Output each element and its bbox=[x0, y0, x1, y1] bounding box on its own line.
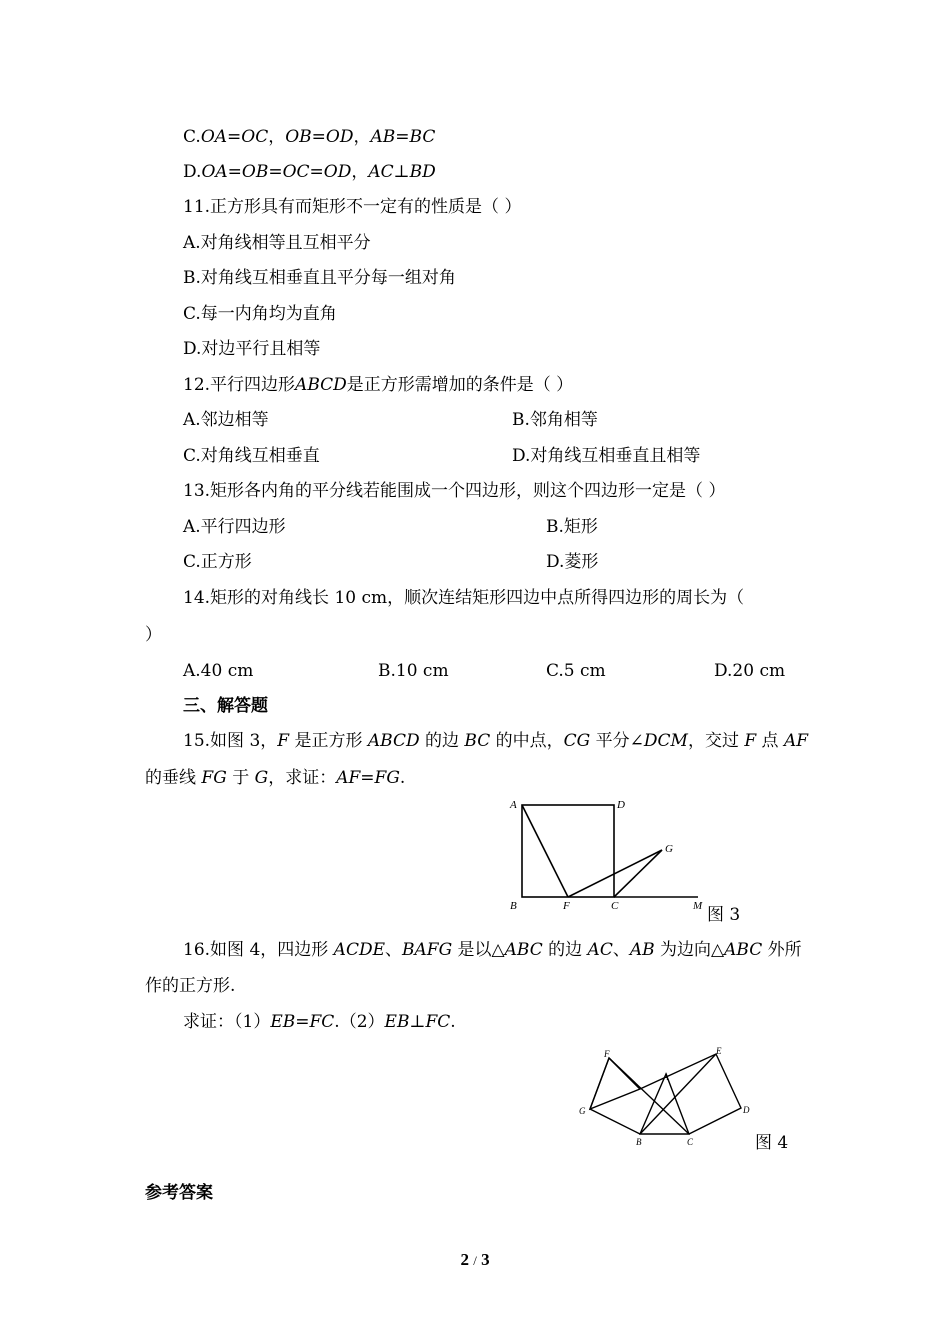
q15-l2-v1: FG bbox=[201, 768, 227, 788]
q15-v7: AF bbox=[783, 731, 809, 751]
q16-t7: 外所 bbox=[762, 940, 802, 960]
figure-4 bbox=[570, 1045, 760, 1150]
q16-p-t2: = bbox=[295, 1012, 310, 1032]
q15-stem-line1 bbox=[183, 731, 808, 751]
q16-v6: ABC bbox=[724, 940, 763, 960]
q10-d-bd: BD bbox=[409, 162, 436, 182]
fig4-label-e: E bbox=[716, 1046, 722, 1056]
q14-option-d: D.20 cm bbox=[714, 661, 786, 681]
fig3-line-af bbox=[522, 805, 568, 897]
fig4-label-d: D bbox=[743, 1105, 750, 1115]
q10-d-eq1: = bbox=[227, 162, 242, 182]
q12-option-b: B.邻角相等 bbox=[512, 410, 598, 430]
q15-v5: DCM bbox=[643, 731, 688, 751]
fig4-label-g: G bbox=[579, 1106, 586, 1116]
q10-d-ac: AC bbox=[368, 162, 394, 182]
q10-c-sep2: ， bbox=[353, 127, 371, 147]
q10-c-eq2: = bbox=[311, 127, 326, 147]
fig4-label-c: C bbox=[687, 1137, 694, 1147]
q16-t4: 的边 bbox=[542, 940, 588, 960]
q16-t3: 是以△ bbox=[452, 940, 505, 960]
q15-v1: F bbox=[277, 731, 290, 751]
fig4-square-bafg-part bbox=[590, 1058, 640, 1109]
q11-option-c: C.每一内角均为直角 bbox=[183, 304, 337, 324]
fig4-label-b: B bbox=[636, 1137, 642, 1147]
q15-t5: 平分∠ bbox=[590, 731, 644, 751]
page-sep: / bbox=[473, 1253, 477, 1268]
q13-option-d: D.菱形 bbox=[546, 552, 599, 572]
q12-option-c: C.对角线互相垂直 bbox=[183, 446, 320, 466]
fig4-label-a: A bbox=[663, 1072, 669, 1082]
fig4-square-acde bbox=[640, 1054, 741, 1134]
q15-l2-v4: FG bbox=[374, 768, 400, 788]
q15-t2: 是正方形 bbox=[289, 731, 368, 751]
q12-stem-pre: 12.平行四边形 bbox=[183, 375, 296, 395]
q15-t7: 点 bbox=[756, 731, 784, 751]
q11-stem: 11.正方形具有而矩形不一定有的性质是（ ） bbox=[183, 197, 522, 217]
q10-d-eq3: = bbox=[309, 162, 324, 182]
q15-l2-t3: ，求证： bbox=[268, 768, 337, 788]
q10-c-eq3: = bbox=[395, 127, 410, 147]
q10-c-oa: OA bbox=[200, 127, 228, 147]
q10-c-prefix: C. bbox=[183, 127, 201, 147]
fig3-label-m: M bbox=[693, 900, 703, 912]
q12-option-d: D.对角线互相垂直且相等 bbox=[512, 446, 701, 466]
q10-c-bc: BC bbox=[409, 127, 436, 147]
q12-stem-post: 是正方形需增加的条件是（ ） bbox=[346, 375, 574, 395]
q10-d-od: OD bbox=[323, 162, 352, 182]
q15-v4: CG bbox=[563, 731, 591, 751]
fig3-label-g: G bbox=[665, 843, 673, 855]
figure-3-caption: 图 3 bbox=[707, 905, 741, 925]
q16-t1: 16.如图 4，四边形 bbox=[183, 940, 334, 960]
q15-l2-v2: G bbox=[254, 768, 269, 788]
q12-option-a: A.邻边相等 bbox=[183, 410, 269, 430]
fig3-line-fg bbox=[568, 850, 662, 897]
q14-stem: 14.矩形的对角线长 10 cm，顺次连结矩形四边中点所得四边形的周长为（ bbox=[183, 588, 745, 608]
q16-stem-line1 bbox=[183, 940, 802, 960]
fig3-label-f: F bbox=[563, 900, 570, 912]
q13-stem: 13.矩形各内角的平分线若能围成一个四边形，则这个四边形一定是（ ） bbox=[183, 481, 726, 501]
fig4-triangle-abc bbox=[640, 1074, 689, 1134]
q16-p-v1: EB bbox=[270, 1012, 296, 1032]
q15-l2-t5: . bbox=[399, 768, 406, 788]
q16-p-t3: .（2） bbox=[334, 1012, 385, 1032]
q10-d-eq2: = bbox=[268, 162, 283, 182]
q16-v4: AC bbox=[587, 940, 613, 960]
q15-l2-t4: = bbox=[360, 768, 375, 788]
page-current: 2 bbox=[460, 1250, 469, 1269]
q16-stem-line2: 作的正方形. bbox=[145, 976, 236, 996]
fig3-label-b: B bbox=[510, 900, 517, 912]
q13-option-b: B.矩形 bbox=[546, 517, 598, 537]
q16-p-t1: 求证：（1） bbox=[183, 1012, 271, 1032]
q15-t4: 的中点， bbox=[490, 731, 564, 751]
q12-stem-var: ABCD bbox=[295, 375, 347, 395]
section-heading: 三、解答题 bbox=[183, 696, 268, 716]
fig3-label-d: D bbox=[617, 799, 625, 811]
q16-v3: ABC bbox=[504, 940, 543, 960]
q10-d-ob: OB bbox=[241, 162, 269, 182]
q15-t3: 的边 bbox=[419, 731, 465, 751]
q10-d-oa: OA bbox=[201, 162, 228, 182]
q14-option-a: A.40 cm bbox=[183, 661, 254, 681]
page-number bbox=[0, 1250, 950, 1270]
fig3-square-abcd bbox=[522, 805, 614, 897]
q11-option-a: A.对角线相等且互相平分 bbox=[183, 233, 371, 253]
q16-p-t5: . bbox=[450, 1012, 456, 1032]
q13-option-c: C.正方形 bbox=[183, 552, 252, 572]
q15-l2-t2: 于 bbox=[226, 768, 255, 788]
q16-p-t4: ⊥ bbox=[409, 1012, 426, 1032]
q11-option-d: D.对边平行且相等 bbox=[183, 339, 321, 359]
q11-option-b: B.对角线互相垂直且平分每一组对角 bbox=[183, 268, 456, 288]
q16-v1: ACDE bbox=[333, 940, 385, 960]
q16-prove bbox=[183, 1012, 456, 1032]
fig4-line-eb bbox=[640, 1054, 716, 1134]
q10-c-ab: AB bbox=[370, 127, 396, 147]
q10-option-c bbox=[183, 127, 435, 147]
answers-heading: 参考答案 bbox=[145, 1183, 213, 1203]
q15-stem-line2 bbox=[145, 768, 405, 788]
q16-p-v2: FC bbox=[309, 1012, 335, 1032]
q15-v3: BC bbox=[464, 731, 491, 751]
q15-t1: 15.如图 3， bbox=[183, 731, 278, 751]
q14-option-b: B.10 cm bbox=[378, 661, 449, 681]
q10-d-perp: ⊥ bbox=[393, 162, 410, 182]
q16-v2: BAFG bbox=[402, 940, 453, 960]
fig3-label-c: C bbox=[611, 900, 619, 912]
figure-3 bbox=[505, 795, 720, 920]
q14-option-c: C.5 cm bbox=[546, 661, 606, 681]
q10-d-prefix: D. bbox=[183, 162, 202, 182]
q10-c-eq1: = bbox=[227, 127, 242, 147]
q10-c-od: OD bbox=[325, 127, 354, 147]
q12-stem bbox=[183, 375, 573, 395]
q15-v6: F bbox=[744, 731, 757, 751]
figure-4-caption: 图 4 bbox=[755, 1133, 789, 1153]
q15-t6: ，交过 bbox=[687, 731, 745, 751]
page-total: 3 bbox=[481, 1250, 490, 1269]
q10-c-ob: OB bbox=[285, 127, 312, 147]
fig4-label-f: F bbox=[604, 1049, 610, 1059]
q10-d-oc: OC bbox=[282, 162, 310, 182]
q15-l2-t1: 的垂线 bbox=[145, 768, 202, 788]
q10-d-sep: ， bbox=[351, 162, 369, 182]
q16-t2: 、 bbox=[385, 940, 402, 960]
q10-c-oc: OC bbox=[241, 127, 269, 147]
fig3-line-cg bbox=[614, 850, 662, 897]
q10-c-sep1: ， bbox=[268, 127, 286, 147]
fig3-label-a: A bbox=[510, 799, 517, 811]
q16-v5: AB bbox=[629, 940, 655, 960]
q16-t5: 、 bbox=[612, 940, 630, 960]
q16-t6: 为边向△ bbox=[654, 940, 725, 960]
q16-p-v4: FC bbox=[425, 1012, 451, 1032]
q13-option-a: A.平行四边形 bbox=[183, 517, 286, 537]
q16-p-v3: EB bbox=[384, 1012, 410, 1032]
q10-option-d bbox=[183, 162, 436, 182]
q15-l2-v3: AF bbox=[336, 768, 361, 788]
q15-v2: ABCD bbox=[367, 731, 420, 751]
q14-stem-end: ） bbox=[145, 625, 162, 645]
fig4-square-bafg bbox=[590, 1058, 640, 1134]
